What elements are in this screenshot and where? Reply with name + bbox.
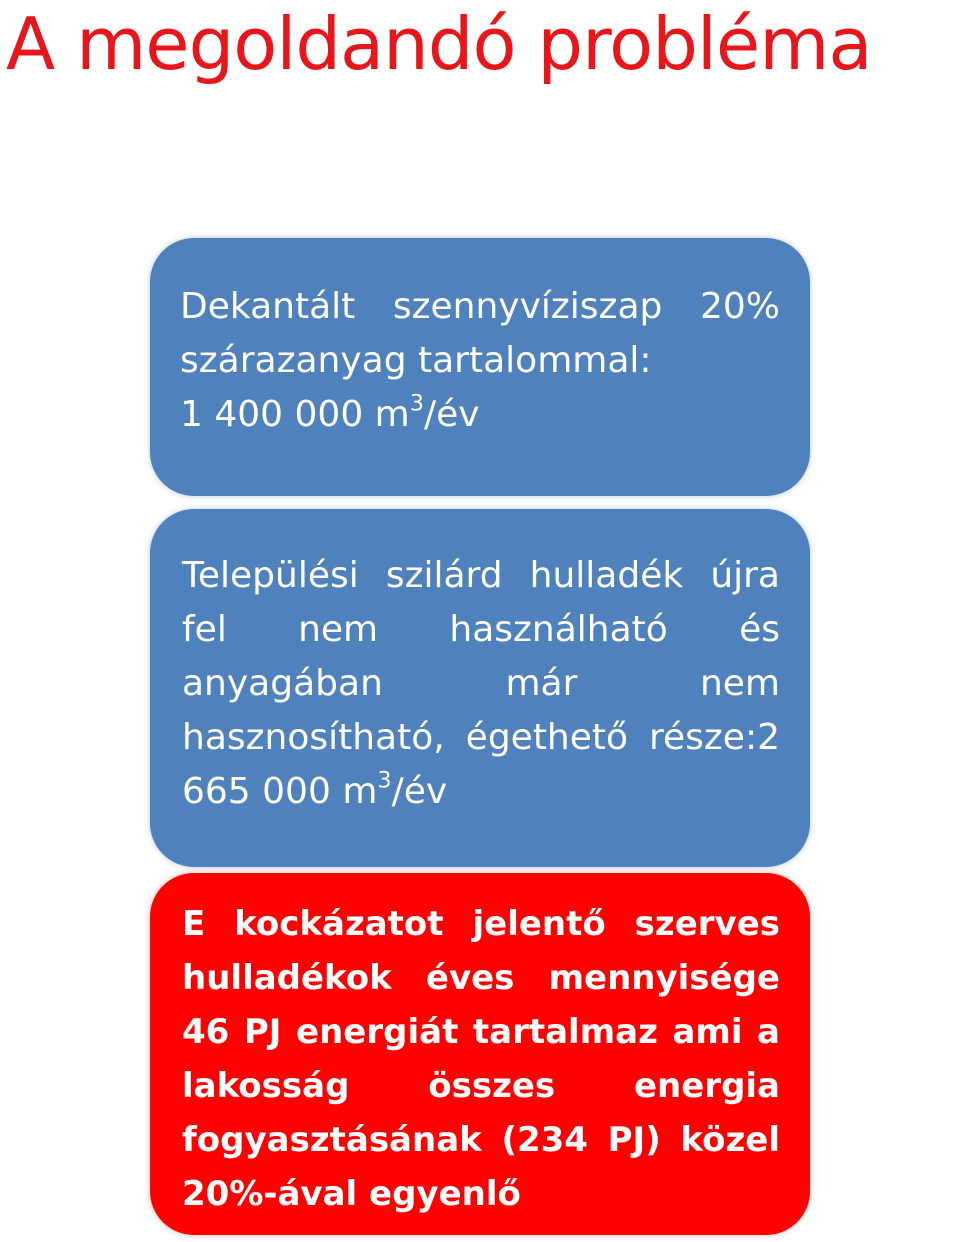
waste-unit: /év	[391, 771, 448, 812]
sludge-info-box	[150, 238, 810, 496]
municipal-waste-info-box	[150, 509, 810, 867]
sludge-value: 1 400 000 m	[180, 394, 410, 435]
sludge-info-text	[180, 280, 780, 442]
municipal-waste-info-text	[182, 549, 780, 819]
slide-title: A megoldandó probléma	[6, 2, 872, 86]
sludge-description: Dekantált szennyvíziszap 20% szárazanyag tartalommal:	[180, 286, 780, 381]
waste-value: 2 665 000 m	[182, 717, 780, 812]
waste-exponent: 3	[377, 767, 392, 794]
waste-description: Települési szilárd hulladék újra fel nem használható és anyagában már nem hasznosítható, égethető része:	[182, 555, 780, 758]
sludge-unit: /év	[423, 394, 480, 435]
energy-risk-info-box	[150, 873, 810, 1235]
sludge-exponent: 3	[409, 390, 424, 417]
energy-risk-text: E kockázatot jelentő szerves hulladékok éves mennyisége 46 PJ energiát tartalmaz ami a lakosság összes energia fogyasztásának (234 PJ) közel 20%-ával egyenlő	[182, 904, 780, 1214]
